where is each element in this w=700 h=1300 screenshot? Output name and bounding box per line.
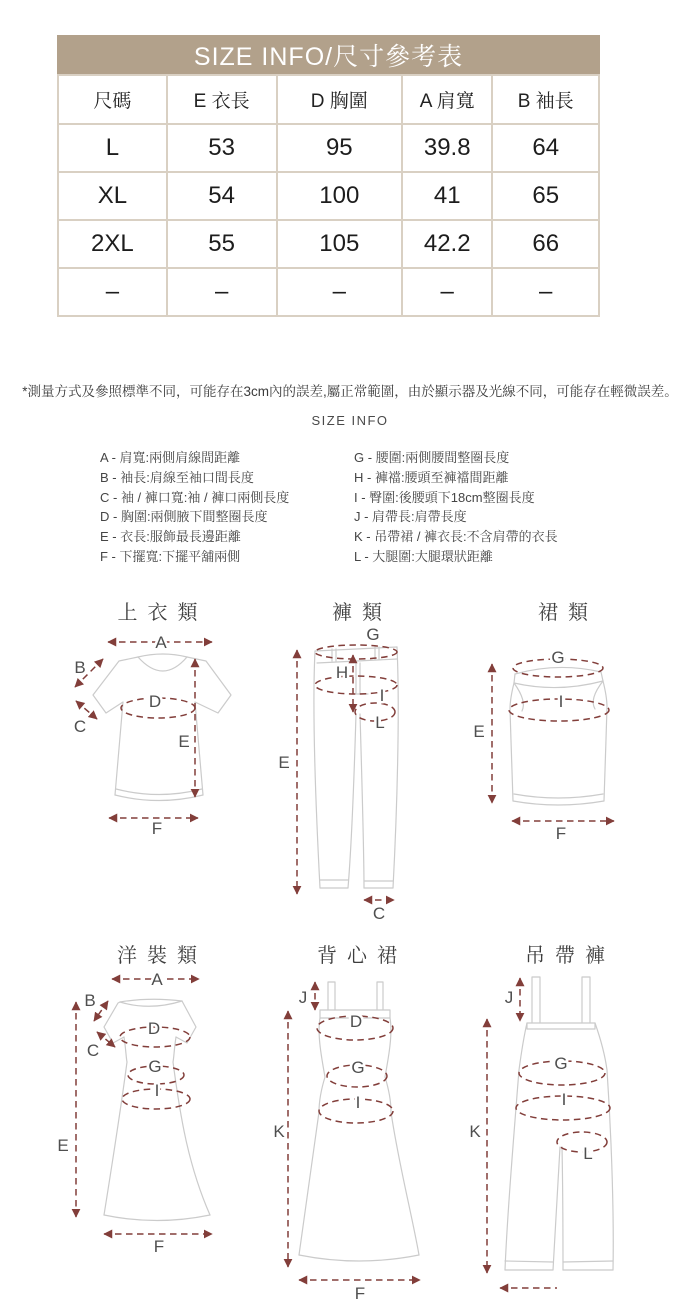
mark-label-i: I xyxy=(558,692,564,711)
size-table-title: SIZE INFO/尺寸參考表 xyxy=(57,35,600,74)
cell: 2XL xyxy=(58,220,167,268)
legend-item: D - 胸圍:兩側腋下間整圈長度 xyxy=(100,509,268,525)
mark-label-c: C xyxy=(86,1041,100,1060)
table-header-row xyxy=(58,75,599,124)
skirt-measure-marks xyxy=(473,648,614,843)
cell: – xyxy=(492,268,599,316)
size-info-heading: SIZE INFO xyxy=(311,413,389,428)
mark-label-i: I xyxy=(355,1093,361,1112)
mark-label-h: H xyxy=(335,663,349,682)
legend-item: I - 臀圍:後腰頭下18cm整圈長度 xyxy=(354,489,535,505)
mark-label-c: C xyxy=(73,717,87,736)
mark-label-f: F xyxy=(153,1237,165,1256)
legend-item: E - 衣長:服飾最長邊距離 xyxy=(100,529,241,545)
cell: 105 xyxy=(277,220,403,268)
mark-label-l: L xyxy=(375,713,385,732)
skirt-outline xyxy=(510,667,607,805)
col-header-size: 尺碼 xyxy=(58,75,167,124)
mark-label-a: A xyxy=(151,970,163,989)
legend-item: A - 肩寬:兩側肩線間距離 xyxy=(100,450,241,465)
mark-label-k: K xyxy=(469,1122,481,1141)
mark-label-k: K xyxy=(273,1122,285,1141)
legend-right-column xyxy=(354,448,558,567)
cell: 42.2 xyxy=(402,220,492,268)
mark-label-b: B xyxy=(84,991,96,1010)
overalls-outline xyxy=(505,977,613,1270)
table-row xyxy=(58,124,599,172)
legend-left-column xyxy=(100,448,289,567)
mark-label-g: G xyxy=(366,625,380,644)
mark-label-g: G xyxy=(351,1058,365,1077)
mark-label-c: C xyxy=(372,904,386,922)
section-title-overalls: 吊帶褲 xyxy=(525,945,615,967)
col-header-shoulder: A 肩寬 xyxy=(402,75,492,124)
cell: 39.8 xyxy=(402,124,492,172)
cell: 65 xyxy=(492,172,599,220)
cell: L xyxy=(58,124,167,172)
legend-item: H - 褲襠:腰頭至褲襠間距離 xyxy=(354,469,509,485)
legend-item: K - 吊帶裙 / 褲衣長:不含肩帶的衣長 xyxy=(354,529,558,545)
mark-label-f: F xyxy=(354,1284,366,1300)
cell: – xyxy=(402,268,492,316)
mark-label-g: G xyxy=(148,1057,162,1076)
section-title-tops: 上衣類 xyxy=(117,602,208,624)
mark-label-d: D xyxy=(349,1012,363,1031)
mark-label-b: B xyxy=(74,658,86,677)
vest-dress-measurement-diagram xyxy=(272,965,452,1300)
col-header-bust: D 胸圍 xyxy=(277,75,403,124)
legend-item: J - 肩帶長:肩帶長度 xyxy=(354,509,467,525)
mark-label-i: I xyxy=(154,1081,160,1100)
cell: 64 xyxy=(492,124,599,172)
cell: – xyxy=(58,268,167,316)
mark-label-j: J xyxy=(298,988,308,1007)
mark-label-g: G xyxy=(554,1054,568,1073)
mark-label-f: F xyxy=(555,824,567,843)
cell: 100 xyxy=(277,172,403,220)
mark-label-a: A xyxy=(155,633,167,652)
section-title-vest-dress: 背心裙 xyxy=(317,945,407,967)
section-title-dresses: 洋裝類 xyxy=(117,945,207,967)
mark-label-i: I xyxy=(379,686,385,705)
tshirt-measure-marks xyxy=(74,633,212,838)
pants-outline xyxy=(314,647,398,888)
skirts-measurement-diagram xyxy=(468,625,668,843)
section-title-pants: 褲類 xyxy=(332,602,392,624)
mark-label-d: D xyxy=(148,692,162,711)
col-header-sleeve: B 袖長 xyxy=(492,75,599,124)
cell: – xyxy=(167,268,277,316)
cell: XL xyxy=(58,172,167,220)
pants-measurement-diagram xyxy=(272,622,452,922)
section-title-skirts: 裙類 xyxy=(538,602,598,624)
mark-label-l: L xyxy=(583,1144,593,1163)
size-spec-table xyxy=(57,74,600,317)
dresses-measurement-diagram xyxy=(42,965,262,1260)
table-row xyxy=(58,172,599,220)
cell: 95 xyxy=(277,124,403,172)
mark-label-i: I xyxy=(561,1090,567,1109)
cell: 41 xyxy=(402,172,492,220)
overalls-measure-marks xyxy=(469,978,610,1288)
cell: 53 xyxy=(167,124,277,172)
mark-label-d: D xyxy=(147,1019,161,1038)
cell: – xyxy=(277,268,403,316)
mark-label-e: E xyxy=(57,1136,69,1155)
legend-item: G - 腰圍:兩側腰間整圈長度 xyxy=(354,450,510,465)
table-row xyxy=(58,268,599,316)
legend-item: F - 下擺寬:下擺平舖兩側 xyxy=(100,548,241,564)
mark-label-e: E xyxy=(178,732,190,751)
legend-item: L - 大腿圍:大腿環狀距離 xyxy=(354,548,493,564)
cell: 54 xyxy=(167,172,277,220)
mark-label-e: E xyxy=(473,722,485,741)
table-row xyxy=(58,220,599,268)
overalls-measurement-diagram xyxy=(455,965,695,1300)
col-header-length: E 衣長 xyxy=(167,75,277,124)
legend-item: B - 袖長:肩線至袖口間長度 xyxy=(100,469,254,485)
vest-dress-measure-marks xyxy=(273,982,420,1300)
cell: 55 xyxy=(167,220,277,268)
legend-item: C - 袖 / 褲口寬:袖 / 褲口兩側長度 xyxy=(100,489,290,505)
pants-measure-marks xyxy=(278,625,397,922)
mark-label-j: J xyxy=(504,988,514,1007)
tops-measurement-diagram xyxy=(45,625,260,840)
mark-label-e: E xyxy=(278,753,290,772)
mark-label-g: G xyxy=(551,648,565,667)
tshirt-outline xyxy=(93,654,231,801)
measurement-disclaimer: *測量方式及參照標準不同，可能存在3cm內的誤差,屬正常範圍，由於顯示器及光線不同，可能存在輕微誤差。 xyxy=(22,384,678,399)
size-table xyxy=(57,35,600,317)
mark-label-f: F xyxy=(151,819,163,838)
cell: 66 xyxy=(492,220,599,268)
